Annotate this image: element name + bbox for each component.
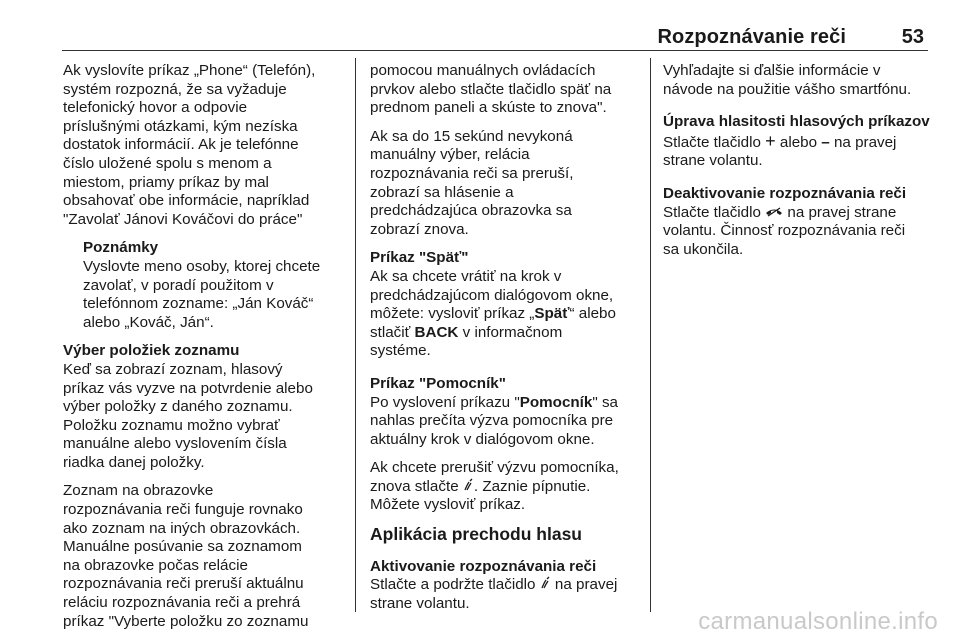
back-command-section: Príkaz "Späť" Ak sa chcete vrátiť na krok v predchádzajúcom dialógovom okne, môžete: vysloviť príkaz „Späť“ alebo stlačiť BACK v informačnom systéme. — [370, 249, 640, 361]
interrupt-paragraph: Ak chcete prerušiť výzvu pomocníka, znova stlačte . Zaznie pípnutie. Môžete vysloviť príkaz. — [370, 459, 619, 514]
back-key: BACK — [414, 323, 459, 341]
help-heading: Príkaz "Pomocník" — [370, 374, 506, 392]
screen-list-paragraph: Zoznam na obrazovke rozpoznávania reči funguje rovnako ako zoznam na iných obrazovkách. Manuálne posúvanie sa zoznamom na obrazovke počas relácie rozpoznávania reči preruší aktuálnu reláciu rozpoznávania reči a prehrá príkaz "Vyberte položku zo zoznamu — [63, 482, 309, 630]
deactivate-section: Deaktivovanie rozpoznávania reči Stlačte tlačidlo na pravej strane volantu. Činnosť rozpoznávania reči sa ukončila. — [663, 185, 931, 259]
watermark: carmanualsonline.info — [698, 608, 938, 635]
voice-icon — [540, 576, 551, 595]
minus-icon: – — [821, 133, 830, 151]
activate-section: Aktivovanie rozpoznávania reči Stlačte a podržte tlačidlo na pravej strane volantu. — [370, 558, 640, 614]
timeout-paragraph: Ak sa do 15 sekúnd nevykoná manuálny výber, relácia rozpoznávania reči sa preruší, zobrazí sa hlásenie a predchádzajúca obrazovka sa zobrazí znova. — [370, 127, 574, 238]
deactivate-heading: Deaktivovanie rozpoznávania reči — [663, 184, 907, 202]
continuation-paragraph: pomocou manuálnych ovládacích prvkov alebo stlačte tlačidlo späť na prednom paneli a skúste to znova". — [370, 62, 612, 117]
page-number: 53 — [901, 26, 924, 48]
note-block: Poznámky Vyslovte meno osoby, ktorej chcete zavolať, v poradí použitom v telefónnom zozname: „Ján Kováč“ alebo „Kováč, Ján“. — [63, 239, 348, 332]
voice-icon — [463, 478, 474, 497]
column-1 — [63, 62, 348, 641]
smartphone-paragraph: Vyhľadajte si ďalšie informácie v návode na použitie vášho smartfónu. — [663, 62, 912, 98]
voice-passthrough-heading: Aplikácia prechodu hlasu — [370, 524, 582, 545]
header-divider — [62, 50, 928, 51]
column-divider-1 — [355, 58, 356, 612]
phone-command-paragraph: Ak vyslovíte príkaz „Phone“ (Telefón), systém rozpozná, že sa vyžaduje telefonický hovor a odpovie príslušnými otázkami, kým nezíska dostatok informácií. Ak je telefónne číslo uložené spolu s menom a miestom, priamy príkaz by mal obsahovať obe informácie, napríklad "Zavolať Jánovi Kováčovi do práce" — [63, 62, 316, 228]
list-selection-section: Výber položiek zoznamu Keď sa zobrazí zoznam, hlasový príkaz vás vyzve na potvrdenie alebo výber položky z daného zoznamu. Položku zoznamu možno vybrať manuálne alebo vyslovením čísla riadka danej položky. — [63, 342, 348, 472]
column-3 — [663, 62, 931, 269]
volume-heading: Úprava hlasitosti hlasových príkazov — [663, 113, 930, 131]
section-heading: Výber položiek zoznamu — [63, 342, 240, 360]
note-title: Poznámky — [83, 239, 159, 257]
help-command-section: Príkaz "Pomocník" Po vyslovení príkazu "Pomocník" sa nahlas prečíta výzva pomocníka pre aktuálny krok v dialógovom okne. — [370, 375, 640, 449]
column-2 — [370, 62, 640, 623]
plus-icon: + — [765, 130, 776, 151]
chapter-title: Rozpoznávanie reči — [657, 26, 846, 48]
back-heading: Príkaz "Späť" — [370, 249, 469, 267]
activate-heading: Aktivovanie rozpoznávania reči — [370, 557, 597, 575]
volume-section: Úprava hlasitosti hlasových príkazov Stlačte tlačidlo + alebo – na pravej strane volantu. — [663, 113, 930, 170]
column-divider-2 — [650, 58, 651, 612]
hangup-icon — [765, 204, 783, 223]
